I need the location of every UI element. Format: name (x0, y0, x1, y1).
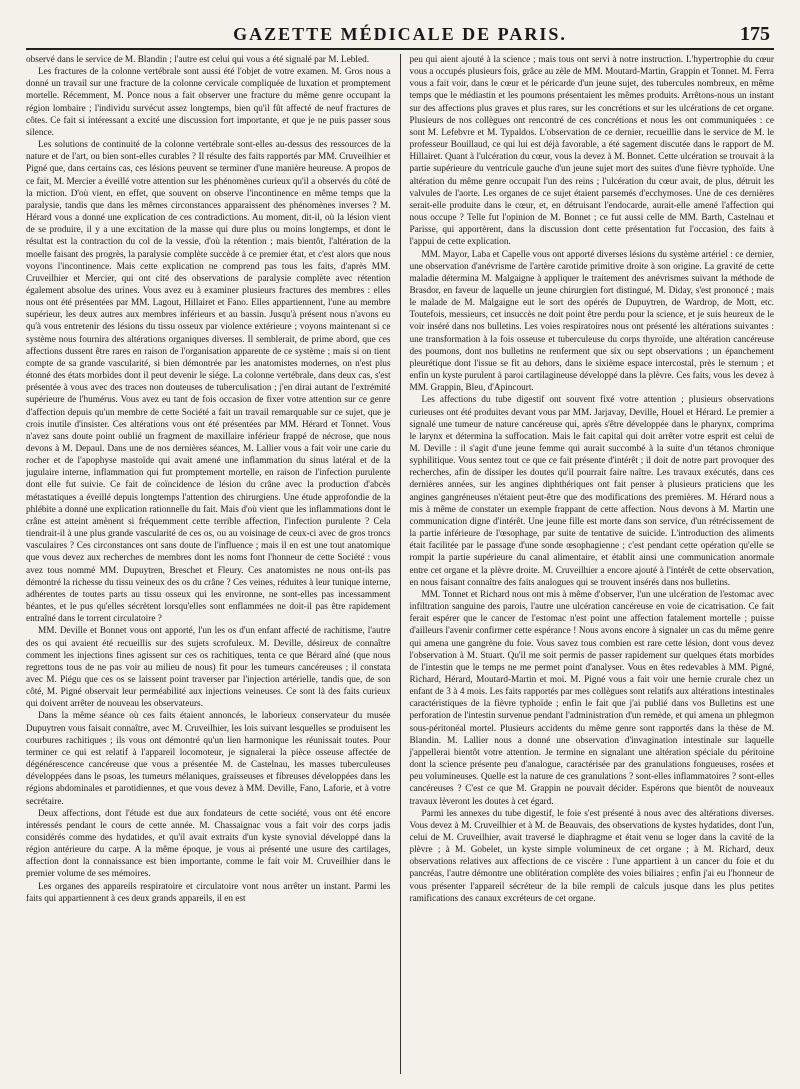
paragraph: Parmi les annexes du tube digestif, le foie s'est présenté à nous avec des altérations diverses. Vous devez à M. Cruveilhier et à M. de Beauvais, des observations de kystes hydatides, dont l'un, celui de M. Cruveilhier, avait traversé le diaphragme et était venu se loger dans la cavité de la plèvre ; à M. Gobelet, un kyste simple volumineux de cet organe ; à M. Richard, deux observations relatives aux affections de ce viscère : l'une appartient à un cancer du foie et du pancréas, l'autre démontre une oblitération complète des voies biliaires ; enfin j'ai eu l'honneur de vous présenter l'appareil sécréteur de la bile rempli de calculs jusque dans les plus petites ramifications des canaux excréteurs de cet organe. (409, 808, 774, 904)
paragraph: Les solutions de continuité de la colonne vertébrale sont-elles au-dessus des ressources de la nature et de l'art, ou bien sont-elles curables ? Il résulte des faits rapportés par MM. Cruveilhier et Pigné que, dans certains cas, ces lésions peuvent se terminer d'une manière heureuse. A propos de ce fait, M. Mercier a éveillé votre attention sur les phénomènes curieux qu'il a observés du côté de la miction. D'où vient, en effet, que souvent on observe l'incontinence en même temps que la paralysie, tandis que dans les mêmes circonstances apparaissent des phénomènes inverses ? M. Hérard vous a donné une explication de ces contradictions. Au moment, dit-il, où la lésion vient de se produire, il y a une excitation de la masse qui dure plus ou moins longtemps, et dont le résultat est la contraction du col de la vessie, d'où la rétention ; mais bientôt, l'altération de la moelle faisant des progrès, la paralysie complète succède à ce premier état, et c'est alors que nous voyons l'incontinence. Mais cette explication ne comprend pas tous les faits, d'après MM. Cruveilhier et Mercier, qui ont cité des observations de paralysie complète avec rétention également absolue des urines. Vous avez eu à examiner plusieurs fractures des membres : elles nous ont été présentées par MM. Lagout, Hillairet et Fano. Elles appartiennent, l'une au membre supérieur, les deux autres aux membres inférieurs et au bassin. Jusqu'à présent nous n'avons eu qu'à vous entretenir des lésions du tissu osseux par violence extérieure ; voyons maintenant si ce système nous fournira des altérations organiques diverses. Il semblerait, de prime abord, que ces affections dussent être rares en raison de l'organisation apparente de ce système ; mais si on tient compte de sa grande vascularité, si bien démontrée par les anatomistes modernes, on n'est plus étonné des états morbides dont il peut devenir le siége. La colonne vertébrale, dans deux cas, s'est présentée à vous avec des traces non douteuses de tuberculisation ; j'en dirai autant de l'extrémité supérieure de l'humérus. Vous avez eu tant de fois occasion de fixer votre attention sur ce genre d'affection depuis qu'un membre de cette Société a fait un travail remarquable sur ce sujet, que je crois inutile d'insister. Ces altérations vous ont été présentées par MM. Hérard et Tonnet. Vous n'avez sans doute point oublié un fragment de maxillaire inférieur frappé de nécrose, que nous devons à M. Depaul. Dans une de nos dernières séances, M. Lallier vous a fait voir une carie du rocher et de l'apophyse mastoïde qui avait amené une inflammation du sinus latéral et de la jugulaire interne, inflammation qui fut promptement mortelle, en raison de l'infection purulente dont elle fut suivie. Ce fait de coïncidence de lésion du crâne avec la production d'abcès métastatiques a éveillé depuis longtemps l'attention des chirurgiens. Une étude approfondie de la phlébite a donné une explication rationnelle du fait. Mais d'où vient que les inflammations dont le crâne est atteint amènent si fréquemment cette terrible affection, l'infection purulente ? Cela tiendrait-il à une plus grande vascularité de ces os, ou au voisinage de ceux-ci avec de gros troncs vasculaires ? Ces circonstances ont sans doute de l'influence ; mais il en est une tout anatomique que vous devez aux recherches de membres dont les noms font l'honneur de cette Société : vous avez tous nommé MM. Dupuytren, Breschet et Fleury. Ces anatomistes ne nous ont-ils pas démontré la richesse du tissu veineux des os du crâne ? Ces veines, réduites à leur tunique interne, adhérentes de toutes parts au tissu osseux qui les environne, ne sont-elles pas incessamment béantes, et le pus qu'elles sécrètent lorsqu'elles sont enflammées ne doit-il pas être rapidement entraîné dans le torrent circulatoire ? (26, 140, 391, 625)
column-divider (400, 54, 401, 1074)
text-columns (26, 54, 774, 1074)
paragraph: Les organes des appareils respiratoire et circulatoire vont nous arrêter un instant. Parmi les faits qui appartiennent à ces deux grands appareils, il en est (26, 881, 391, 904)
paragraph: Les affections du tube digestif ont souvent fixé votre attention ; plusieurs observations curieuses ont été produites devant vous par MM. Jarjavay, Deville, Houel et Hérard. Le premier a signalé une tumeur de nature cancéreuse qui, après s'être développée dans le pharynx, comprima le larynx et détermina la suffocation. Mais le fait capital qui doit arrêter votre esprit est celui de M. Deville : il s'agit d'une jeune femme qui aurait succombé à la suite d'un tétanos chronique syphilitique. Vous sentez tout ce que ce fait présente d'intérêt ; il doit de notre part provoquer des recherches, afin de dissiper les doutes qu'il pourrait faire naître. Les travaux exécutés, dans ces dernières années, sur les angines diphthériques ont fait penser à plusieurs praticiens que les angines gangréneuses n'étaient peut-être que des modifications des premières. M. Hérard nous a mis à même de constater un exemple frappant de cette affection. Nous devons à M. Martin une communication digne d'intérêt. Une jeune fille est morte dans son service, d'un rétrécissement de la partie inférieure de l'œsophage, par suite de tentative de suicide. L'introduction des aliments était facilitée par le passage d'une sonde œsophagienne ; c'est pendant cette opération qu'elle se rompit la partie supérieure du canal alimentaire, et établit ainsi une communication anormale entre cet organe et la plèvre droite. M. Cruveilhier a encore ajouté à l'intérêt de cette observation, en nous faisant connaître des faits analogues qui se trouvent insérés dans nos bulletins. (409, 395, 774, 588)
masthead (26, 20, 774, 50)
paragraph: MM. Deville et Bonnet vous ont apporté, l'un les os d'un enfant affecté de rachitisme, l'autre des os qui avaient été recueillis sur des sujets scrofuleux. M. Deville, désireux de connaître comment les injections fines agissent sur ces os rachitiques, tenta ce que Bérard aîné (que nous regrettons tous de ne pas voir au milieu de nous) fit pour les tumeurs cancéreuses ; il constata avec M. Piégu que ces os se laissent point traverser par l'injection artérielle, tandis que, de son côté, M. Pigné observait leur perméabilité aux injections veineuses. Ce sont là des faits curieux qui doivent arrêter de nouveau les observateurs. (26, 626, 391, 710)
paragraph: Dans la même séance où ces faits étaient annoncés, le laborieux conservateur du musée Dupuytren vous faisait connaître, avec M. Cruveilhier, les lois suivant lesquelles se produisent les courbures rachitiques ; ils vous ont démontré qu'un lien harmonique les réunissait toutes. Pour terminer ce qui est relatif à l'appareil locomoteur, je signalerai la pièce osseuse affectée de dégénérescence cancéreuse que vous a présentée M. de Castelnau, les masses tuberculeuses développées dans le psoas, les tumeurs mélaniques, graisseuses et fibreuses développées dans les régions abdominales et parotidiennes, et que vous devez à MM. Deville, Fano, Laforie, et à votre secrétaire. (26, 711, 391, 807)
page-number: 175 (740, 23, 770, 45)
paragraph: Deux affections, dont l'étude est due aux fondateurs de cette société, vous ont été encore intéressés pendant le cours de cette année. M. Chassaignac vous a fait voir des corps jadis considérés comme des hydatides, et qu'il avait extraits d'un kyste synovial développé dans la région antérieure du carpe. A la même époque, je vous ai présenté une usure des cartilages, affection dont la connaissance est bien importante, comme le fait voir M. Cruveilhier dans le premier volume de ses mémoires. (26, 808, 391, 880)
right-column (409, 54, 774, 1074)
paragraph: Les fractures de la colonne vertébrale sont aussi été l'objet de votre examen. M. Gros nous a donné un travail sur une fracture de la colonne cervicale compliquée de luxation et promptement mortelle. Récemment, M. Ponce nous a fait observer une fracture du même genre occupant la région lombaire ; l'individu survécut assez longtemps, bien qu'il fût affecté de neuf fractures de côtes. Ce fait si intéressant a excité une discussion fort importante, et que je ne puis passer sous silence. (26, 67, 391, 138)
publication-title: GAZETTE MÉDICALE DE PARIS. (233, 24, 567, 44)
paragraph: peu qui aient ajouté à la science ; mais tous ont servi à notre instruction. L'hypertrophie du cœur vous a occupés plusieurs fois, grâce au zèle de MM. Moutard-Martin, Grappin et Tonnet. M. Ferra vous a fait voir, dans le cœur et le péricarde d'un jeune sujet, des tubercules nombreux, en même temps que le médiastin et les poumons présentaient les mêmes produits. Arrêtons-nous un instant sur des affections plus graves et plus rares, sur les concrétions et sur les ulcérations de cet organe. Plusieurs de nos collègues ont rencontré de ces concrétions et nous les ont communiquées : ce sont M. Lefebvre et M. Typaldos. L'observation de ce dernier, recueillie dans le service de M. le professeur Bouillaud, ce qui lui est déjà favorable, a été sagement discutée dans le rapport de M. Hillairet. Quant à l'ulcération du cœur, vous la devez à M. Bonnet. Cette ulcération se trouvait à la partie supérieure du ventricule gauche d'un jeune sujet mort des suites d'une fièvre typhoïde. Une altération du même genre occupait l'un des reins ; l'ulcération du cœur avait, de plus, détruit les valvules de l'aorte. Les organes de ce sujet étaient parsemés d'ecchymoses. Une de ces dernières serait-elle produite dans le cœur, et, en détruisant l'endocarde, aurait-elle amené l'affection qui nous occupe ? Telle fut l'opinion de M. Bonnet ; ce fut aussi celle de MM. Barth, Castelnau et Parisse, qui apportèrent, dans la discussion dont cette présentation fut l'occasion, des faits à l'appui de cette explication. (409, 55, 774, 248)
paragraph: MM. Tonnet et Richard nous ont mis à même d'observer, l'un une ulcération de l'estomac avec infiltration sanguine des parois, l'autre une ulcération cancéreuse en voie de cicatrisation. Ce fait ferait espérer que le cancer de l'estomac n'est point une affection fatalement mortelle ; puisse d'ailleurs l'avenir confirmer cette espérance ! Nous avons encore à signaler un cas du même genre qui amena une gangrène du foie. Vous savez tous combien est rare cette lésion, dont vous devez l'observation à M. Stuart. Qu'il me soit permis de passer rapidement sur quelques états morbides de l'intestin que le temps ne me permet point d'analyser. Vous en êtes redevables à MM. Pigné, Richard, Hérard, Moutard-Martin et moi. M. Pigné vous a fait voir une hernie crurale chez un enfant de 3 à 4 mois. Les faits rapportés par mes collègues sont relatifs aux altérations intestinales caractéristiques de la fièvre typhoïde ; enfin le fait que j'ai publié dans vos Bulletins est une perforation de l'intestin survenue pendant l'administration d'un remède, et qui amena un phlegmon sous-péritonéal mortel. Plusieurs accidents du même genre sont rapportés dans la thèse de M. Blandin. M. Lallier nous a donné une observation d'invagination intestinale sur laquelle j'appellerai bientôt votre attention. Je termine en signalant une altération spéciale du péritoine dont la science présente peu d'analogue, caractérisée par des granulations fongueuses, rosées et peu volumineuses. Quelle est la nature de ces granulations ? sont-elles inflammatoires ? sont-elles cancéreuses ? C'est ce que M. Grappin ne pouvait décider. Espérons que bientôt de nouveaux travaux lèveront les doutes à cet égard. (409, 589, 774, 807)
left-column (26, 54, 391, 1074)
paragraph: MM. Mayor, Laba et Capelle vous ont apporté diverses lésions du système artériel : ce dernier, une observation d'anévrisme de l'artère carotide primitive droite à son origine. La gravité de cette maladie détermina M. Malgaigne à appliquer le traitement des anévrismes suivant la méthode de Brasdor, en faveur de laquelle un jeune chirurgien fort distingué, M. Diday, s'est prononcé ; mais le malade de M. Malgaigne eut le sort des opérés de Dupuytren, de Wardrop, de Mott, etc. Toutefois, messieurs, cet insuccès ne doit point être perdu pour la science, et je suis heureux de le voir inséré dans nos bulletins. Les voies respiratoires nous ont présenté les altérations suivantes : une transformation à la fois osseuse et tuberculeuse du corps thyroïde, une altération cancéreuse des poumons, dont nos bulletins ne renferment que six ou sept observations ; un épanchement pleurétique dont l'issue se fit au dehors, dans le sixième espace intercostal, près le sternum ; et enfin un kyste purulent à paroi cartilagineuse développé dans la plèvre. Ces faits, vous les devez à MM. Grappin, Bleu, d'Apincourt. (409, 249, 774, 394)
paragraph: observé dans le service de M. Blandin ; l'autre est celui qui vous a été signalé par M. Lebled. (26, 55, 370, 65)
